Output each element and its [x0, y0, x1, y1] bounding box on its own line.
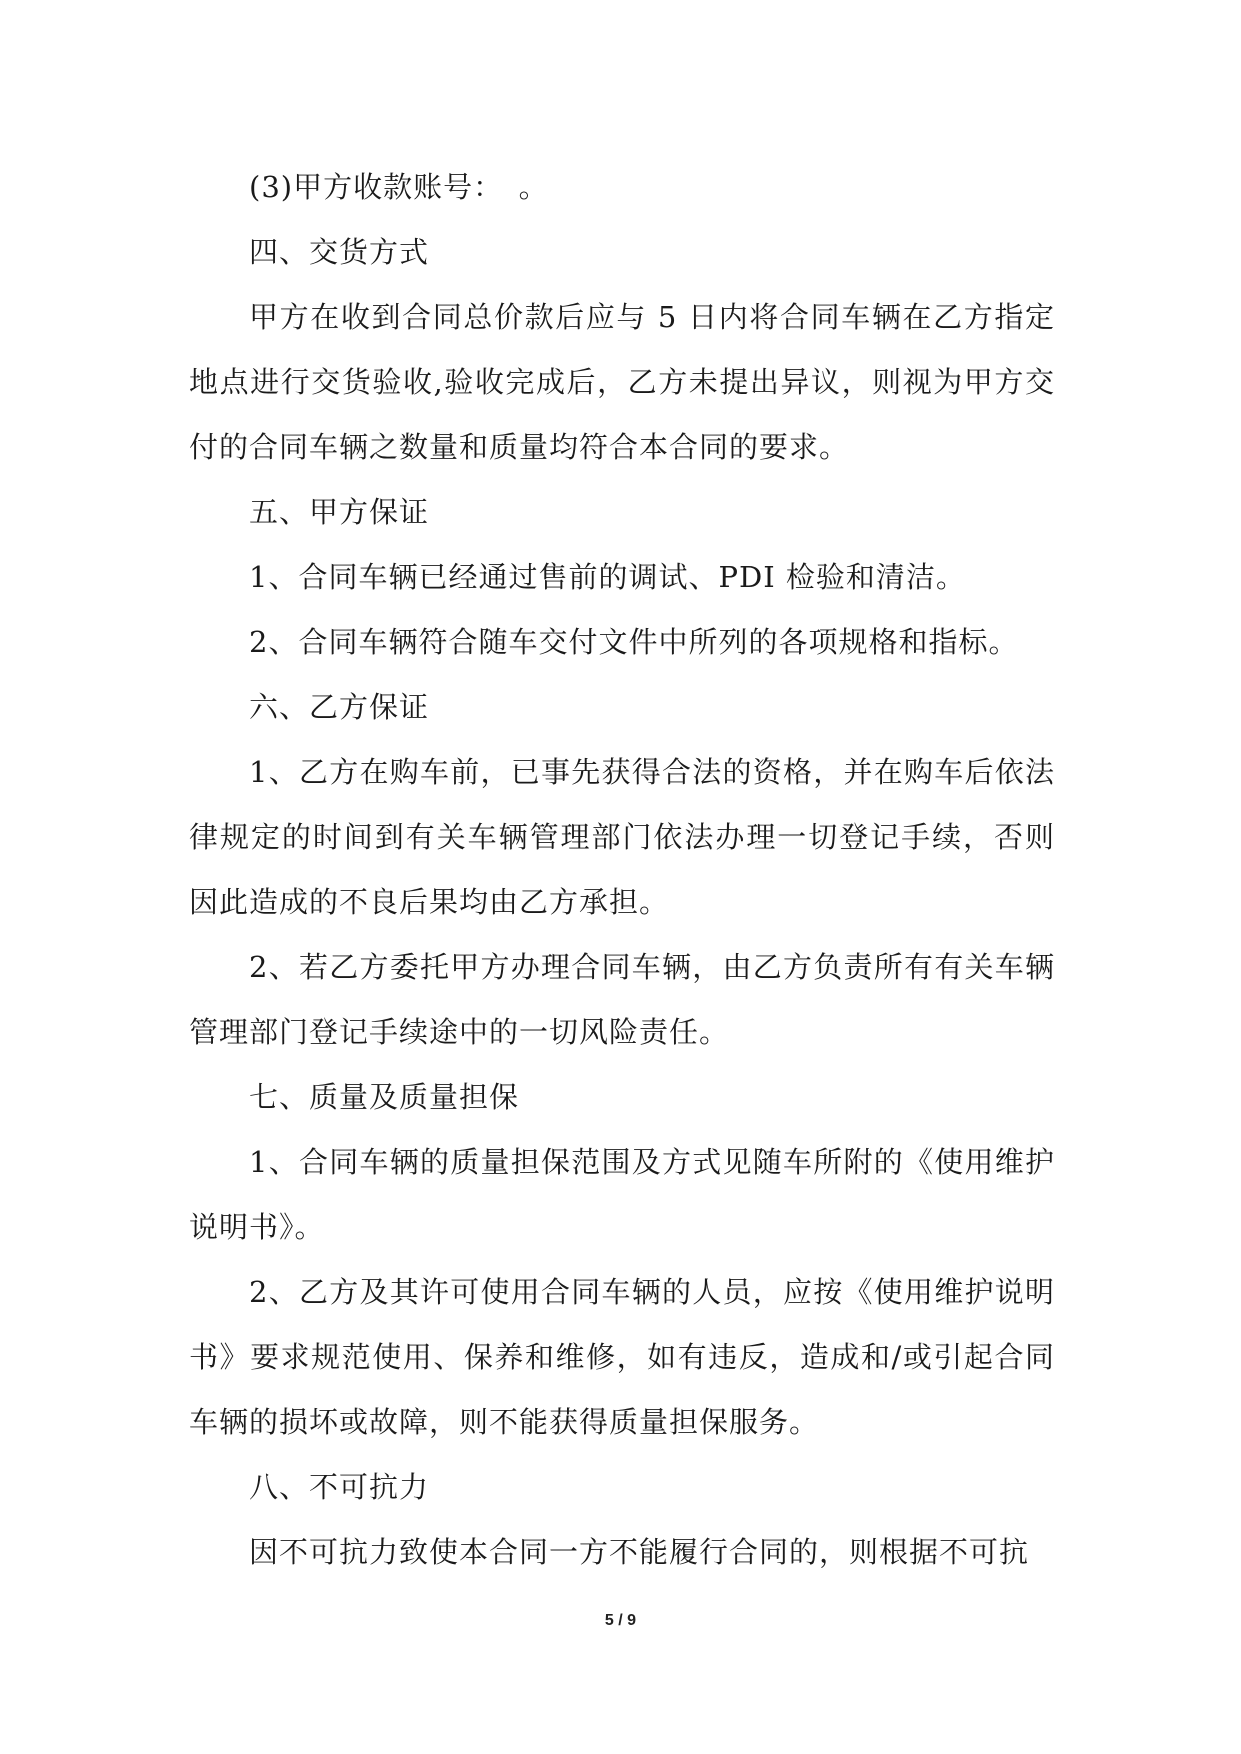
section-heading-delivery: 四、交货方式: [249, 235, 430, 269]
quality-item-1: 1、合同车辆的质量担保范围及方式见随车所附的《使用维护说明书》。: [189, 1145, 1055, 1244]
section-heading-quality: 七、质量及质量担保: [249, 1080, 520, 1114]
payment-account-clause: (3)甲方收款账号： 。: [249, 170, 549, 204]
party-b-guarantee-item-1: 1、乙方在购车前，已事先获得合法的资格，并在购车后依法律规定的时间到有关车辆管理部门依法办理一切登记手续，否则因此造成的不良后果均由乙方承担。: [189, 755, 1055, 919]
document-body: [189, 155, 1055, 1585]
section-heading-party-a-guarantee: 五、甲方保证: [249, 495, 430, 529]
page-number: 5 / 9: [604, 1612, 637, 1629]
force-majeure-clause: 因不可抗力致使本合同一方不能履行合同的，则根据不可抗: [249, 1535, 1030, 1569]
quality-item-2: 2、乙方及其许可使用合同车辆的人员，应按《使用维护说明书》要求规范使用、保养和维修，如有违反，造成和/或引起合同车辆的损坏或故障，则不能获得质量担保服务。: [189, 1275, 1055, 1439]
party-b-guarantee-item-2: 2、若乙方委托甲方办理合同车辆，由乙方负责所有有关车辆管理部门登记手续途中的一切风险责任。: [189, 950, 1055, 1049]
party-a-guarantee-item-1: 1、合同车辆已经通过售前的调试、PDI 检验和清洁。: [249, 560, 966, 594]
party-a-guarantee-item-2: 2、合同车辆符合随车交付文件中所列的各项规格和指标。: [249, 625, 1019, 659]
delivery-clause: 甲方在收到合同总价款后应与 5 日内将合同车辆在乙方指定地点进行交货验收,验收完成后，乙方未提出异议，则视为甲方交付的合同车辆之数量和质量均符合本合同的要求。: [189, 300, 1055, 464]
section-heading-party-b-guarantee: 六、乙方保证: [249, 690, 430, 724]
section-heading-force-majeure: 八、不可抗力: [249, 1470, 430, 1504]
